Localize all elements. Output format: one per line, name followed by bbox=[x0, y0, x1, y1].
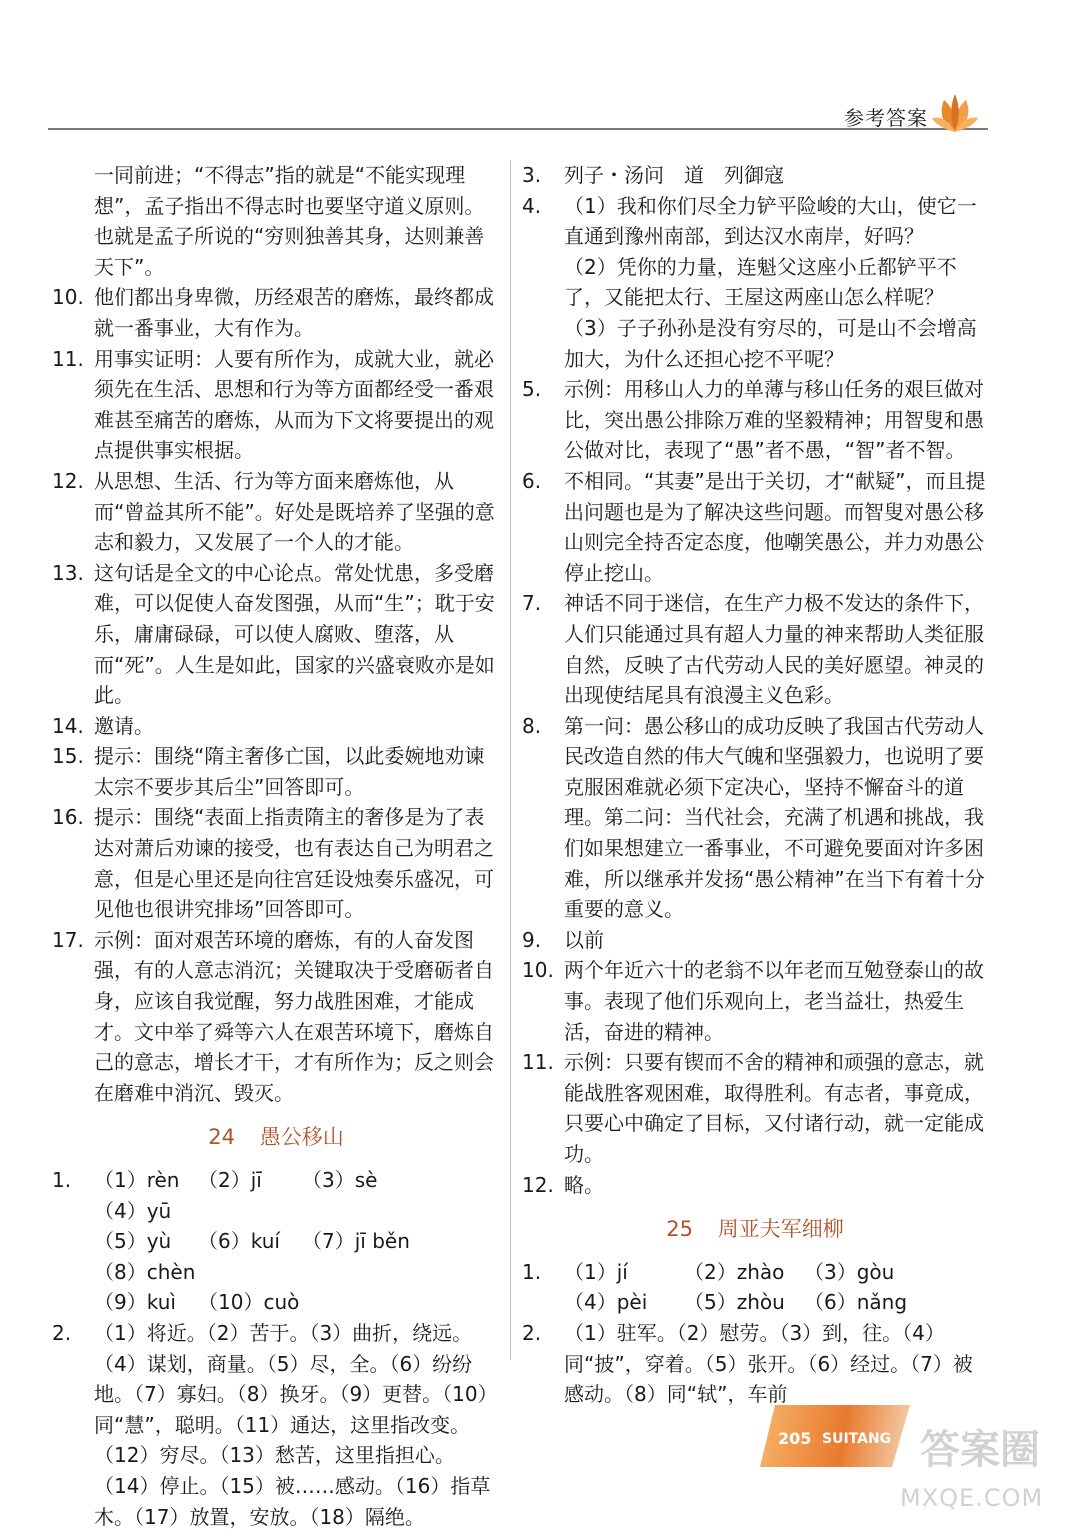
pinyin-grid bbox=[564, 1257, 988, 1318]
item-number: 15. bbox=[52, 744, 84, 769]
pinyin-row bbox=[94, 1287, 500, 1318]
left-column bbox=[52, 160, 500, 1532]
item-text: （1）驻军。（2）慰劳。（3）到，往。（4）同“披”，穿着。（5）张开。（6）经过。（7）被感动。（8）同“轼”，车前 bbox=[564, 1320, 973, 1407]
column-divider bbox=[510, 160, 511, 1360]
answer-item bbox=[52, 802, 500, 924]
answer-item bbox=[522, 711, 988, 925]
item-text: （1）将近。（2）苦于。（3）曲折，绕远。（4）谋划，商量。（5）尽，全。（6）纷纷地。（7）寡妇。（8）换牙。（9）更替。（10）同“慧”，聪明。（11）通达，这里指改变。（12）穷尽。（13）愁苦，这里指担心。（14）停止。（15）被……感动。（16）指草木。（17）放置，安放。（18）隔绝。 bbox=[94, 1320, 498, 1529]
header-title: 参考答案 bbox=[844, 106, 928, 130]
item-text: 两个年近六十的老翁不以年老而互勉登泰山的故事。表现了他们乐观向上，老当益壮，热爱生活，奋进的精神。 bbox=[564, 958, 984, 1044]
right-answer-list bbox=[522, 160, 988, 1200]
item-number: 3. bbox=[522, 163, 542, 187]
answer-item bbox=[522, 191, 988, 375]
section-title: 周亚夫军细柳 bbox=[717, 1217, 844, 1242]
pinyin-answer: （7）jī běn bbox=[302, 1229, 410, 1254]
page-number-badge bbox=[760, 1405, 920, 1475]
item-text: 以前 bbox=[564, 927, 604, 952]
sub-answer: （1）我和你们尽全力铲平险峻的大山，使它一直通到豫州南部，到达汉水南岸，好吗？ bbox=[564, 193, 977, 249]
pinyin-answer: （3）sè bbox=[302, 1168, 378, 1192]
answer-item bbox=[52, 160, 500, 282]
answer-item bbox=[522, 588, 988, 710]
item-number: 10. bbox=[52, 285, 84, 310]
pinyin-row bbox=[94, 1226, 500, 1287]
item-number: 6. bbox=[522, 468, 542, 493]
pinyin-answer: （6）kuí bbox=[198, 1229, 280, 1254]
answer-item bbox=[52, 558, 500, 711]
answer-item bbox=[522, 1257, 988, 1318]
item-number: 14. bbox=[52, 713, 84, 738]
pinyin-answer: （5）yù bbox=[94, 1229, 172, 1254]
item-number: 16. bbox=[52, 805, 84, 830]
answer-item bbox=[52, 344, 500, 466]
answer-item bbox=[522, 925, 988, 956]
answer-item bbox=[522, 466, 988, 588]
item-number: 11. bbox=[522, 1050, 554, 1075]
item-number: 2. bbox=[52, 1320, 72, 1345]
left-answer-list bbox=[52, 160, 500, 1108]
item-text: 他们都出身卑微，历经艰苦的磨炼，最终都成就一番事业，大有作为。 bbox=[94, 285, 494, 340]
item-number: 2. bbox=[522, 1320, 542, 1345]
pinyin-answer: （4）pèi bbox=[564, 1290, 648, 1315]
answer-item bbox=[52, 466, 500, 558]
sub-answer: （2）凭你的力量，连魁父这座小丘都铲平不了，又能把太行、王屋这两座山怎么样呢？ bbox=[564, 254, 957, 310]
item-number: 12. bbox=[52, 468, 84, 493]
right-column bbox=[522, 160, 988, 1410]
page-header bbox=[48, 90, 1048, 136]
item-number: 12. bbox=[522, 1172, 554, 1197]
pinyin-answer: （1）rèn bbox=[94, 1168, 180, 1192]
watermark-logo-text: 答案圈 bbox=[920, 1427, 1040, 1473]
section-heading-25 bbox=[522, 1214, 988, 1245]
pinyin-answer: （4）yū bbox=[94, 1198, 172, 1223]
pinyin-row bbox=[94, 1165, 500, 1226]
item-text: 不相同。“其妻”是出于关切，才“献疑”，而且提出问题也是为了解决这些问题。而智叟对愚公移山则完全持否定态度，他嘲笑愚公，并力劝愚公停止挖山。 bbox=[564, 468, 986, 585]
leaf-icon bbox=[930, 90, 980, 134]
answer-item bbox=[52, 282, 500, 343]
item-number: 1. bbox=[52, 1168, 72, 1192]
pinyin-answer: （3）gòu bbox=[804, 1259, 895, 1284]
answer-item bbox=[52, 741, 500, 802]
section-number: 24 bbox=[208, 1125, 236, 1150]
item-text: 略。 bbox=[564, 1172, 604, 1197]
item-text: 示例：用移山人力的单薄与移山任务的艰巨做对比，突出愚公排除万难的坚毅精神；用智叟和愚公做对比，表现了“愚”者不愚，“智”者不智。 bbox=[564, 377, 984, 463]
item-number: 7. bbox=[522, 591, 542, 616]
answer-item bbox=[52, 1318, 500, 1532]
pinyin-answer: （6）nǎng bbox=[804, 1290, 908, 1315]
watermark bbox=[900, 1418, 1080, 1528]
section-heading-24 bbox=[52, 1122, 500, 1153]
item-number: 11. bbox=[52, 346, 84, 371]
item-number: 13. bbox=[52, 560, 84, 585]
pinyin-answer: （10）cuò bbox=[198, 1290, 300, 1315]
item-text: 提示：围绕“隋主奢侈亡国，以此委婉地劝谏太宗不要步其后尘”回答即可。 bbox=[94, 744, 485, 799]
item-text: 一同前进；“不得志”指的就是“不能实现理想”，孟子指出不得志时也要坚守道义原则。也就是孟子所说的“穷则独善其身，达则兼善天下”。 bbox=[94, 163, 485, 279]
pinyin-answer: （5）zhòu bbox=[684, 1290, 785, 1315]
pinyin-answer: （1）jí bbox=[564, 1259, 628, 1284]
watermark-url: MXQE.COM bbox=[900, 1484, 1044, 1512]
pinyin-answer: （9）kuì bbox=[94, 1290, 176, 1315]
item-number: 10. bbox=[522, 958, 554, 983]
item-text: 这句话是全文的中心论点。常处忧患，多受磨难，可以促使人奋发图强，从而“生”；耽于安乐，庸庸碌碌，可以使人腐败、堕落，从而“死”。人生是如此，国家的兴盛衰败亦是如此。 bbox=[94, 560, 495, 708]
item-number: 8. bbox=[522, 713, 542, 738]
sub-answer: （3）子子孙孙是没有穷尽的，可是山不会增高加大，为什么还担心挖不平呢？ bbox=[564, 315, 977, 371]
item-text: 提示：围绕“表面上指责隋主的奢侈是为了表达对萧后劝谏的接受，也有表达自己为明君之意，但是心里还是向往宫廷设烛奏乐盛况，可见他也很讲究排场”回答即可。 bbox=[94, 805, 494, 922]
answer-item bbox=[522, 955, 988, 1047]
answer-item bbox=[522, 374, 988, 466]
item-text: 列子・汤问 道 列御寇 bbox=[564, 163, 784, 187]
item-number: 4. bbox=[522, 193, 542, 218]
item-number: 5. bbox=[522, 377, 542, 402]
pinyin-answer: （2）jī bbox=[198, 1168, 262, 1192]
pinyin-row bbox=[564, 1287, 988, 1318]
item-number: 1. bbox=[522, 1259, 542, 1284]
item-text: 示例：只要有锲而不舍的精神和顽强的意志，就能战胜客观困难，取得胜利。有志者，事竟成，只要心中确定了目标，又付诸行动，就一定能成功。 bbox=[564, 1050, 984, 1166]
answer-item bbox=[52, 711, 500, 742]
page-number: 205 bbox=[778, 1429, 812, 1448]
item-text: 第一问：愚公移山的成功反映了我国古代劳动人民改造自然的伟大气魄和坚强毅力，也说明了要克服困难就必须下定决心，坚持不懈奋斗的道理。第二问：当代社会，充满了机遇和挑战，我们如果想建立一番事业，不可避免要面对许多困难，所以继承并发扬“愚公精神”在当下有着十分重要的意义。 bbox=[564, 713, 985, 922]
answer-item bbox=[52, 1165, 500, 1318]
pinyin-grid bbox=[94, 1165, 500, 1318]
pinyin-row bbox=[564, 1257, 988, 1288]
item-number: 9. bbox=[522, 927, 542, 952]
item-number: 17. bbox=[52, 927, 84, 952]
answer-item bbox=[522, 1318, 988, 1410]
item-text: 用事实证明：人要有所作为，成就大业，就必须先在生活、思想和行为等方面都经受一番艰难甚至痛苦的磨炼，从而为下文将要提出的观点提供事实根据。 bbox=[94, 346, 494, 463]
item-text: 邀请。 bbox=[94, 713, 154, 738]
answer-item bbox=[52, 925, 500, 1109]
section-title: 愚公移山 bbox=[259, 1125, 344, 1150]
answer-item bbox=[522, 1170, 988, 1201]
pinyin-answer: （8）chèn bbox=[94, 1259, 196, 1284]
item-text: 示例：面对艰苦环境的磨炼，有的人奋发图强，有的人意志消沉；关键取决于受磨砺者自身，应该自我觉醒，努力战胜困难，才能成才。文中举了舜等六人在艰苦环境下，磨炼自己的意志，增长才干，才有所作为；反之则会在磨难中消沉、毁灭。 bbox=[94, 927, 494, 1105]
item-text: 神话不同于迷信，在生产力极不发达的条件下，人们只能通过具有超人力量的神来帮助人类征服自然，反映了古代劳动人民的美好愿望。神灵的出现使结尾具有浪漫主义色彩。 bbox=[564, 591, 984, 708]
item-text: 从思想、生活、行为等方面来磨炼他，从而“曾益其所不能”。好处是既培养了坚强的意志和毅力，又发展了一个人的才能。 bbox=[94, 468, 495, 555]
answer-item bbox=[522, 160, 988, 191]
pinyin-answer: （2）zhào bbox=[684, 1259, 785, 1284]
answer-item bbox=[522, 1047, 988, 1169]
section-number: 25 bbox=[666, 1217, 694, 1242]
brand-label: SUITANG bbox=[822, 1431, 892, 1447]
